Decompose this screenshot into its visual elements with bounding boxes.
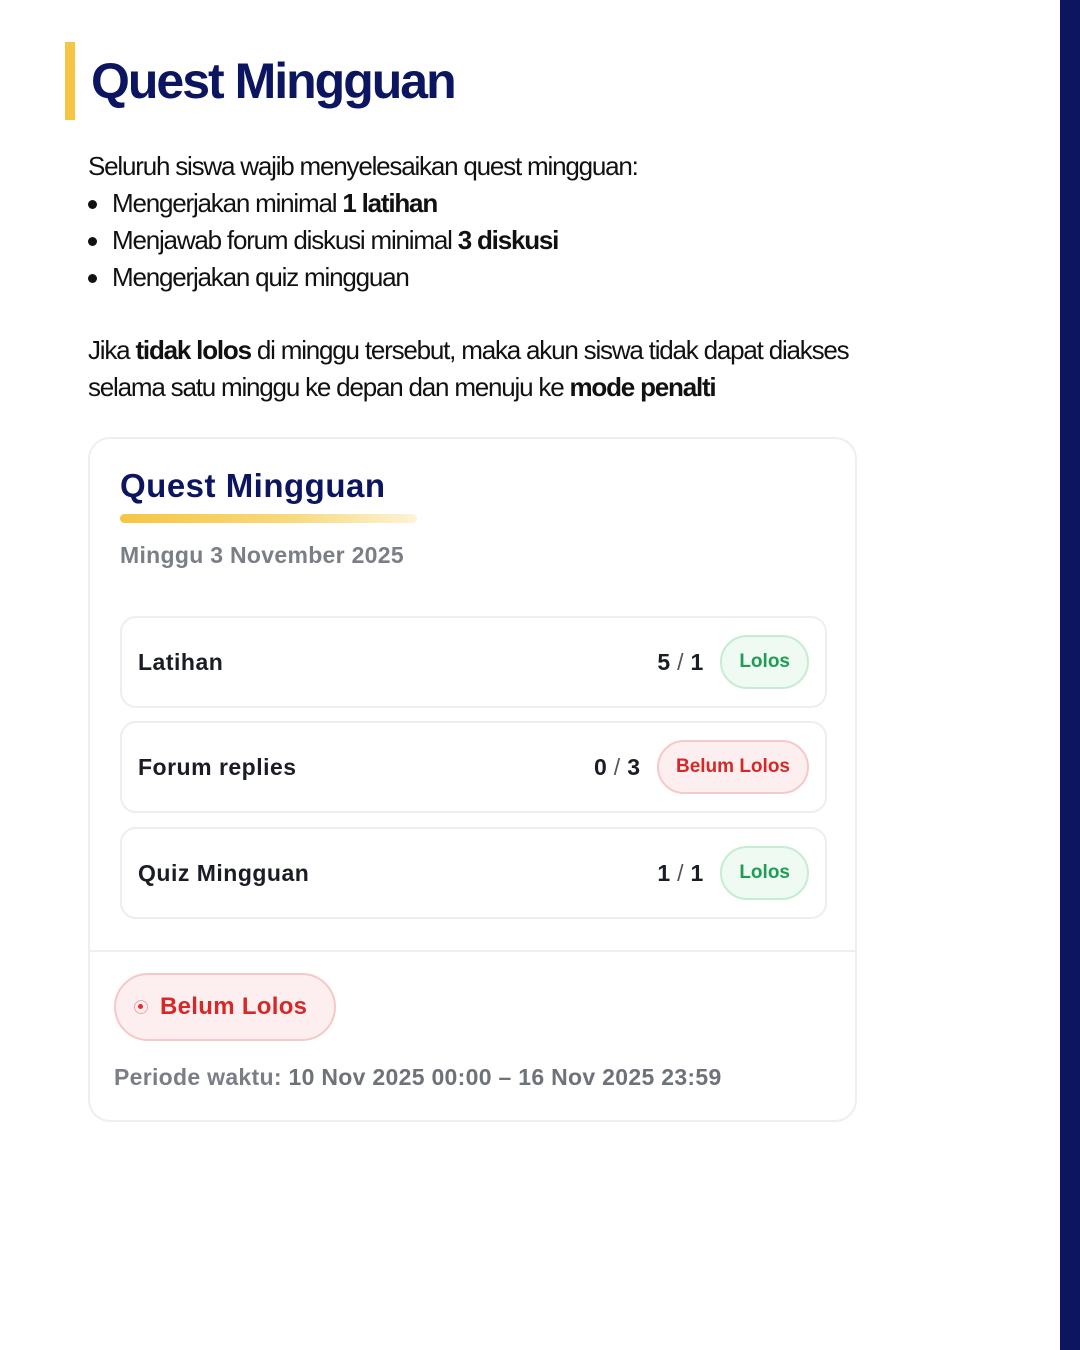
requirements-list — [88, 185, 638, 296]
bullet-icon — [88, 200, 97, 209]
period-value: 10 Nov 2025 00:00 – 16 Nov 2025 23:59 — [288, 1064, 722, 1090]
status-dot-icon — [134, 1000, 148, 1014]
period-label: Periode waktu: — [114, 1064, 282, 1090]
week-label: Minggu 3 November 2025 — [120, 542, 404, 568]
penalty-text: Jika — [88, 335, 136, 365]
count-target: 1 — [690, 859, 705, 886]
intro-section — [88, 148, 638, 296]
penalty-text: di minggu tersebut, maka akun siswa tidak dapat diakses selama satu minggu ke depan dan menuju ke — [88, 335, 849, 402]
count-done: 5 — [657, 648, 672, 675]
overall-status-badge — [114, 973, 336, 1041]
count-separator: / — [677, 648, 685, 675]
penalty-note — [88, 332, 908, 406]
card-divider — [90, 950, 855, 952]
requirement-highlight: 3 diskusi — [457, 225, 559, 255]
page-title: Quest Mingguan — [91, 53, 455, 109]
quest-label: Latihan — [138, 648, 224, 675]
requirement-item — [88, 185, 638, 222]
quest-label: Quiz Mingguan — [138, 859, 310, 886]
requirement-highlight: 1 latihan — [342, 188, 438, 218]
card-title-underline — [120, 514, 417, 523]
bullet-icon — [88, 274, 97, 283]
quest-count — [657, 649, 704, 676]
quest-row-forum — [120, 721, 827, 813]
right-edge-stripe — [1060, 0, 1080, 1350]
requirement-item — [88, 222, 638, 259]
quest-progress — [594, 740, 809, 794]
intro-lead: Seluruh siswa wajib menyelesaikan quest mingguan: — [88, 151, 638, 181]
title-accent-bar — [65, 42, 75, 120]
status-badge: Lolos — [720, 846, 809, 900]
count-done: 1 — [657, 859, 672, 886]
count-target: 1 — [690, 648, 705, 675]
count-separator: / — [677, 859, 685, 886]
status-badge: Lolos — [720, 635, 809, 689]
penalty-highlight: tidak lolos — [135, 335, 251, 365]
requirement-text: Menjawab forum diskusi minimal — [112, 225, 458, 255]
count-target: 3 — [627, 753, 641, 780]
bullet-icon — [88, 237, 97, 246]
period-info — [114, 1064, 722, 1091]
status-badge: Belum Lolos — [657, 740, 809, 794]
quest-progress — [657, 635, 809, 689]
count-done: 0 — [594, 753, 608, 780]
count-separator: / — [613, 753, 622, 780]
penalty-highlight: mode penalti — [569, 372, 716, 402]
requirement-text: Mengerjakan quiz mingguan — [112, 262, 409, 292]
requirement-item — [88, 259, 638, 296]
quest-row-quiz — [120, 827, 827, 919]
quest-count — [594, 754, 641, 781]
overall-status-label: Belum Lolos — [160, 993, 308, 1020]
quest-row-latihan — [120, 616, 827, 708]
page-header — [65, 42, 455, 120]
quest-count — [657, 860, 704, 887]
quest-progress — [657, 846, 809, 900]
quest-label: Forum replies — [138, 753, 297, 780]
card-title: Quest Mingguan — [120, 467, 386, 504]
quest-card — [88, 437, 857, 1122]
requirement-text: Mengerjakan minimal — [112, 188, 343, 218]
